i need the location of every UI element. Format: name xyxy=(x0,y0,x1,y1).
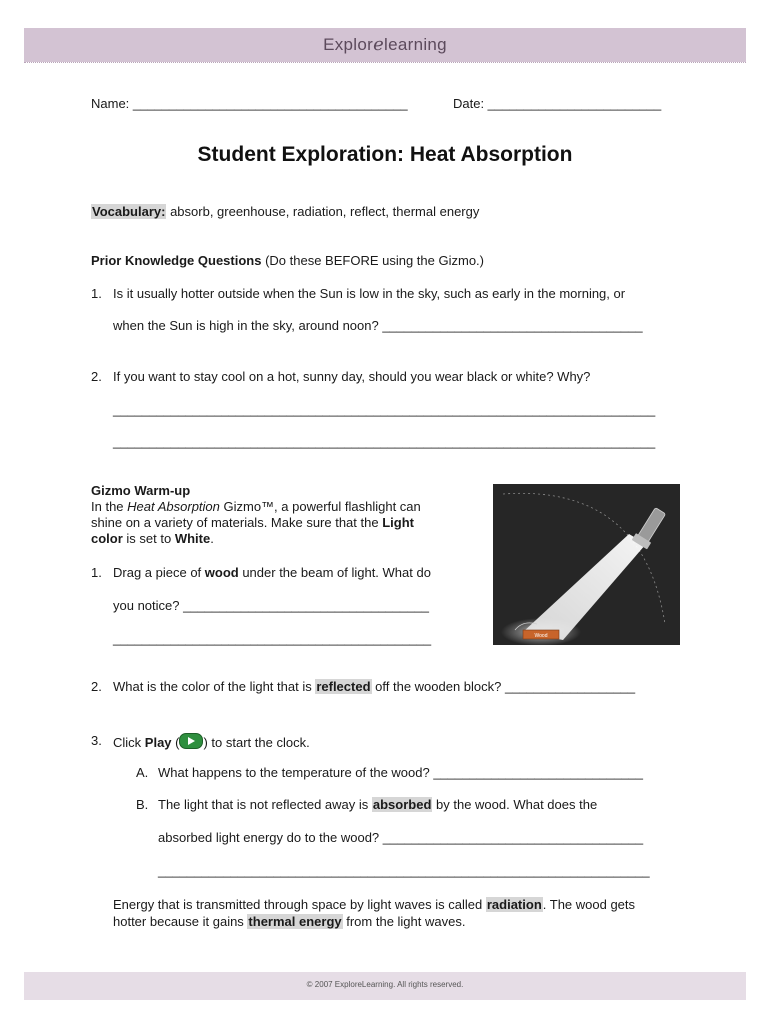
footer-copyright: © 2007 ExploreLearning. All rights reserved. xyxy=(306,980,464,989)
prior-q2-answer-line-2[interactable]: ___________________________________________________________________________ xyxy=(113,434,656,449)
warmup-intro-line-1: In the Heat Absorption Gizmo™, a powerful flashlight can xyxy=(91,499,421,514)
prior-q1-text: Is it usually hotter outside when the Sun is low in the sky, such as early in the morning, or xyxy=(113,286,626,301)
page-title: Student Exploration: Heat Absorption xyxy=(197,143,573,166)
warmup-q3b-answer-line-1[interactable]: absorbed light energy do to the wood? ____________________________________ xyxy=(158,830,644,845)
warmup-q3b-answer-line-2[interactable]: ____________________________________________________________________ xyxy=(158,863,650,878)
prior-q2-text: If you want to stay cool on a hot, sunny day, should you wear black or white? Why? xyxy=(113,369,591,384)
prior-q2-answer-line-1[interactable]: ___________________________________________________________________________ xyxy=(113,402,656,417)
prior-knowledge-heading: Prior Knowledge Questions (Do these BEFORE using the Gizmo.) xyxy=(91,253,484,268)
warmup-q3a-text[interactable]: What happens to the temperature of the wood? _____________________________ xyxy=(158,765,644,780)
warmup-q3b-text: The light that is not reflected away is absorbed by the wood. What does the xyxy=(158,797,598,812)
vocabulary-line xyxy=(91,204,479,219)
warmup-heading: Gizmo Warm-up xyxy=(91,483,191,498)
warmup-q2-text: What is the color of the light that is reflected off the wooden block? __________________ xyxy=(113,679,636,694)
warmup-q3-text: Click Play ( ) to start the clock. xyxy=(113,735,310,750)
warmup-q3b-label: B. xyxy=(136,797,149,812)
energy-paragraph-line-2: hotter because it gains thermal energy from the light waves. xyxy=(113,914,466,929)
name-field[interactable]: Name: ______________________________________ xyxy=(91,96,408,111)
header-divider xyxy=(24,62,746,63)
warmup-intro-line-2: shine on a variety of materials. Make sure that the Light xyxy=(91,515,414,530)
warmup-q1-number: 1. xyxy=(91,565,102,580)
warmup-q3-number: 3. xyxy=(91,733,102,748)
warmup-intro-line-3: color is set to White. xyxy=(91,531,214,546)
prior-q1-answer-line[interactable]: when the Sun is high in the sky, around noon? ____________________________________ xyxy=(113,318,643,333)
energy-paragraph-line-1: Energy that is transmitted through space by light waves is called radiation. The wood gets xyxy=(113,897,636,912)
warmup-q1-text: Drag a piece of wood under the beam of light. What do xyxy=(113,565,431,580)
warmup-q2-number: 2. xyxy=(91,679,102,694)
prior-q1-number: 1. xyxy=(91,286,102,301)
vocabulary-label: Vocabulary: xyxy=(92,204,166,219)
prior-q2-number: 2. xyxy=(91,369,102,384)
gizmo-flashlight-image xyxy=(493,484,680,645)
explorelearning-logo: Explorelearning xyxy=(323,34,447,55)
warmup-q1-answer-line-1[interactable]: you notice? __________________________________ xyxy=(113,598,429,613)
warmup-q3a-label: A. xyxy=(136,765,149,780)
warmup-q1-answer-line-2[interactable]: ____________________________________________ xyxy=(113,631,432,646)
date-field[interactable]: Date: ________________________ xyxy=(453,96,662,111)
wood-block-label: Wood xyxy=(534,633,548,639)
vocabulary-terms: absorb, greenhouse, radiation, reflect, thermal energy xyxy=(166,204,480,219)
play-icon xyxy=(179,733,203,749)
